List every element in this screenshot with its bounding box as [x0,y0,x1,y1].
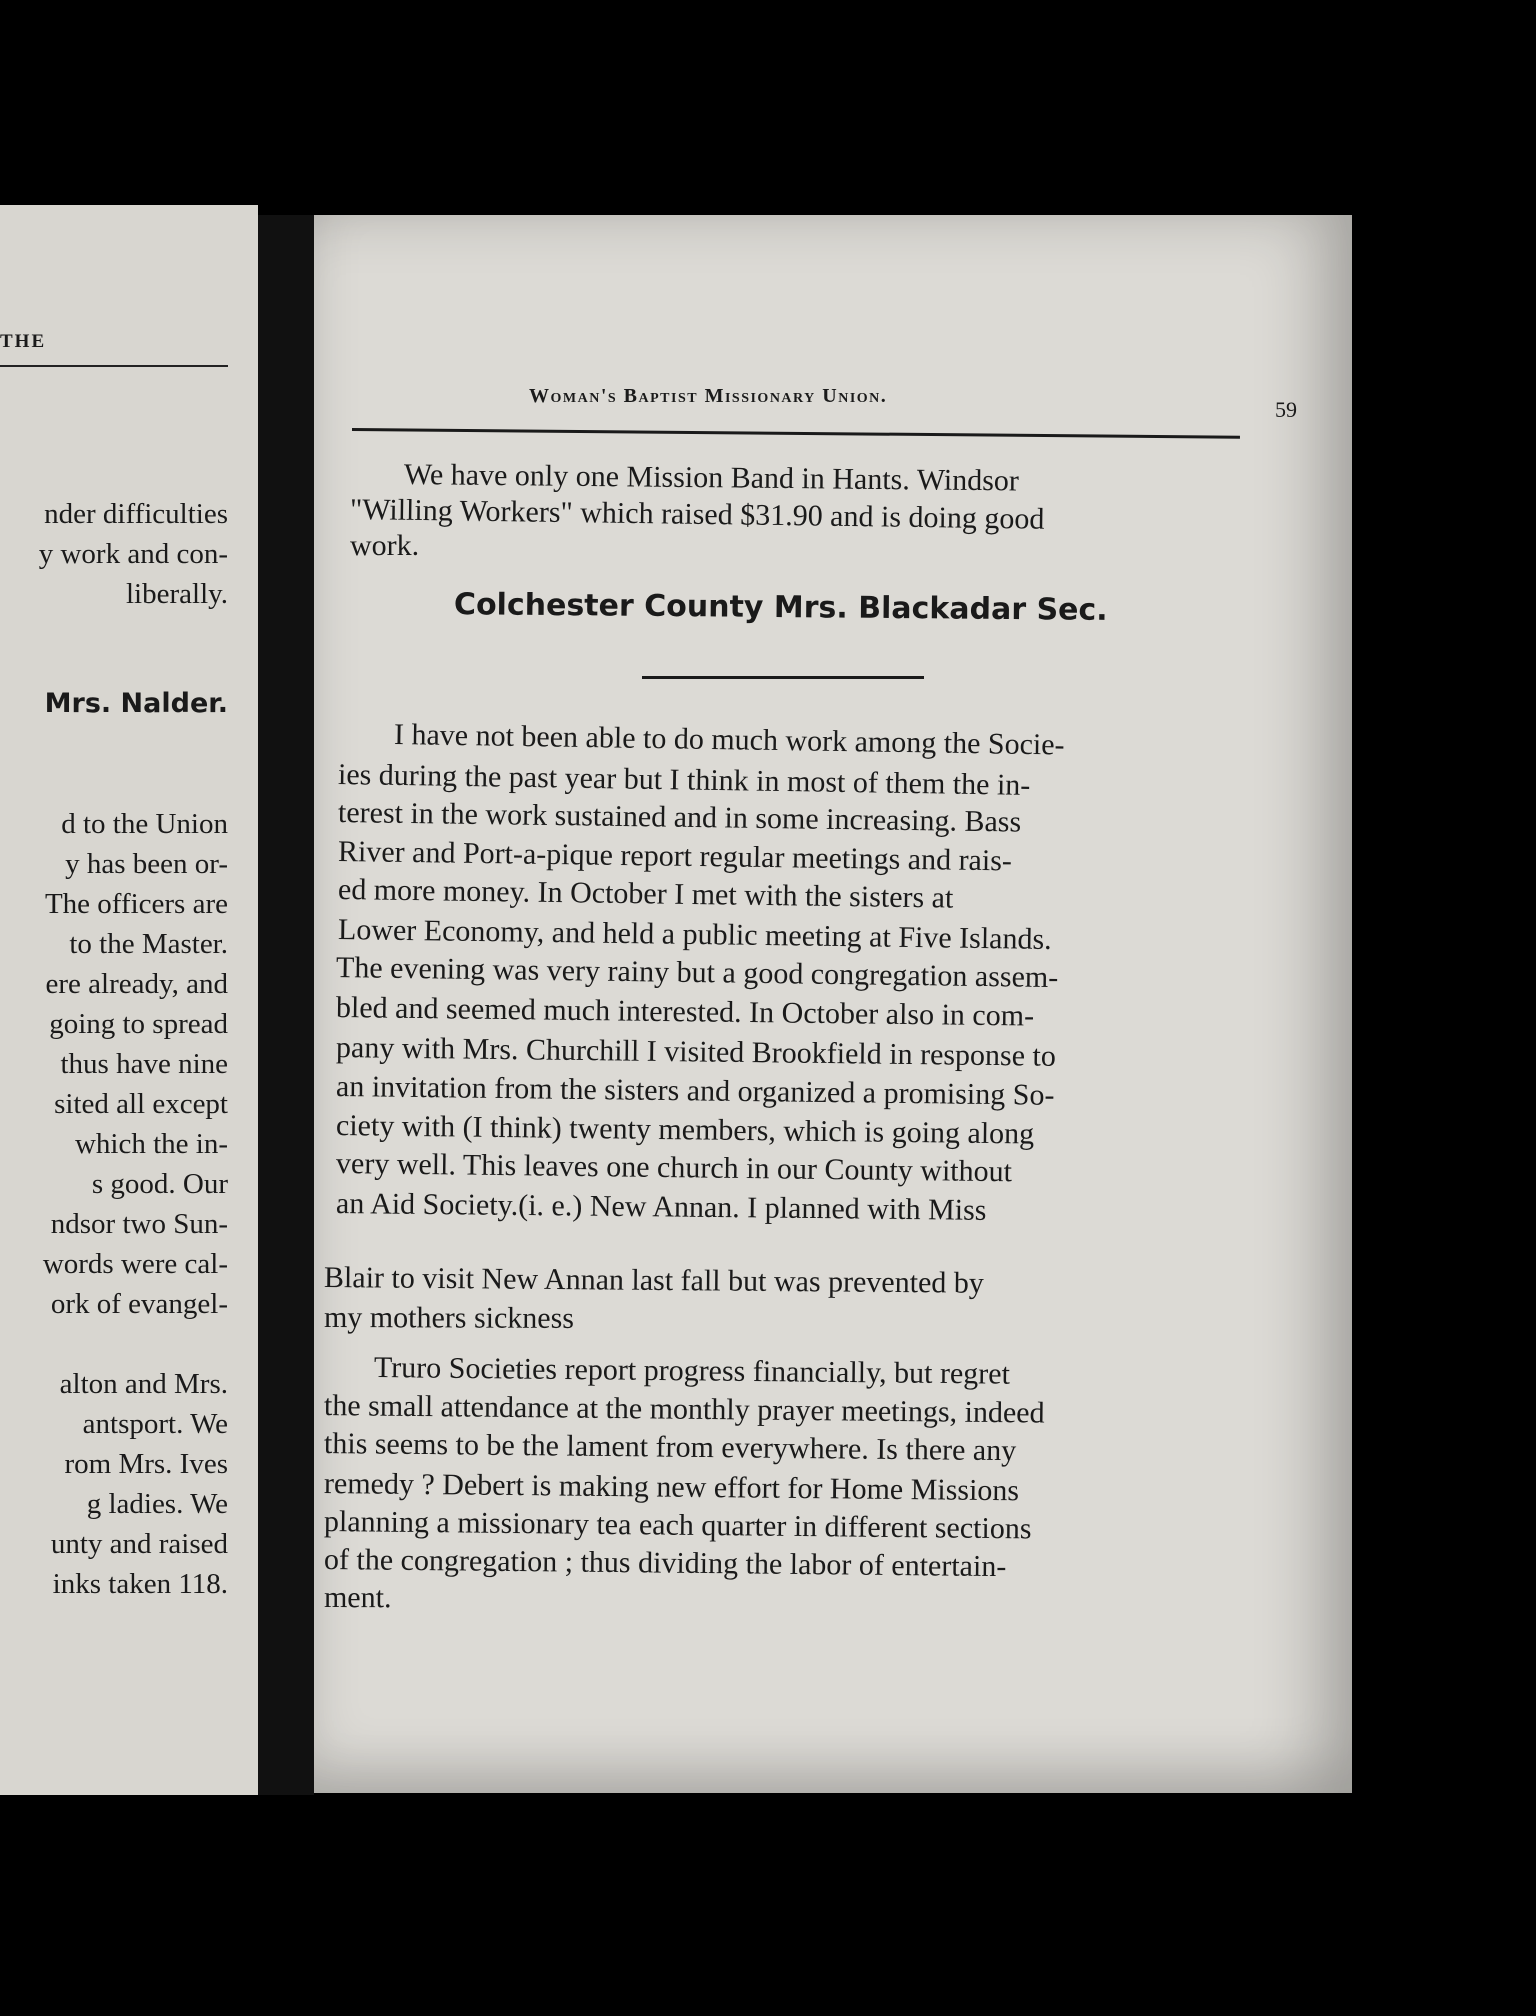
intro-line: "Willing Workers" which raised $31.90 and is doing good [349,493,1045,536]
left-page-line: ork of evangel- [50,1288,228,1320]
left-page-line: y has been or- [65,848,228,880]
body-line: of the congregation ; thus dividing the labor of entertain- [323,1543,1007,1584]
left-page-line: ere already, and [45,968,228,1000]
left-page-line: unty and raised [50,1528,228,1560]
intro-line: work. [350,529,420,562]
body-line: ment. [323,1581,392,1615]
left-header-rule [0,365,228,367]
body-line: ies during the past year but I think in most of them the in- [337,758,1031,802]
book-gutter [258,215,314,1795]
intro-line: We have only one Mission Band in Hants. Windsor [403,458,1020,498]
left-page-line: The officers are [44,888,228,920]
left-page [0,205,258,1795]
left-page-line: alton and Mrs. [59,1368,228,1400]
body-line: ciety with (I think) twenty members, which is going along [335,1109,1035,1151]
body-line: the small attendance at the monthly prayer meetings, indeed [323,1389,1045,1430]
left-page-line: antsport. We [82,1408,228,1440]
left-page-line: g ladies. We [86,1488,228,1520]
heading-rule [642,676,924,679]
body-line: remedy ? Debert is making new effort for Home Missions [323,1467,1020,1508]
left-page-line: which the in- [74,1128,228,1160]
body-line: The evening was very rainy but a good congregation assem- [335,951,1059,995]
left-page-line: rom Mrs. Ives [64,1448,228,1480]
body-line: an invitation from the sisters and organized a promising So- [335,1070,1055,1112]
left-page-line: words were cal- [42,1248,228,1280]
left-page-line: thus have nine [60,1048,228,1080]
body-line: terest in the work sustained and in some increasing. Bass [337,796,1022,839]
left-page-line: going to spread [49,1008,228,1040]
left-page-line: nder difficulties [44,498,228,530]
header-rule [352,428,1240,439]
left-page-line: liberally. [126,578,228,610]
body-line: pany with Mrs. Churchill I visited Brookfield in response to [335,1031,1057,1073]
left-page-line: Mrs. Nalder. [44,688,228,719]
body-line: an Aid Society.(i. e.) New Annan. I planned with Miss [335,1187,987,1227]
running-head: Woman's Baptist Missionary Union. [529,385,888,407]
left-page-line: inks taken 118. [52,1568,228,1600]
right-page [314,215,1352,1793]
body-line: I have not been able to do much work among the Socie- [393,718,1065,762]
body-line: Lower Economy, and held a public meeting at Five Islands. [337,913,1052,956]
body-line: bled and seemed much interested. In October also in com- [335,991,1035,1033]
body-line: Truro Societies report progress financially, but regret [373,1351,1011,1391]
body-line: this seems to be the lament from everywhere. Is there any [323,1427,1017,1468]
page-number: 59 [1275,397,1297,422]
body-line: very well. This leaves one church in our County without [335,1147,1013,1189]
section-heading: Colchester County Mrs. Blackadar Sec. [453,587,1108,628]
left-page-line: y work and con- [38,538,228,570]
left-page-line: sited all except [54,1088,228,1120]
left-running-head: THE [0,331,47,352]
body-line: River and Port-a-pique report regular meetings and rais- [337,835,1013,878]
left-page-line: ndsor two Sun- [50,1208,228,1240]
left-page-line: to the Master. [69,928,228,960]
body-line: planning a missionary tea each quarter in different sections [323,1505,1032,1546]
left-page-line: d to the Union [61,808,228,840]
body-line: Blair to visit New Annan last fall but was prevented by [323,1261,984,1300]
body-line: ed more money. In October I met with the sisters at [337,873,954,915]
left-page-line: s good. Our [91,1168,228,1200]
body-line: my mothers sickness [323,1301,575,1335]
